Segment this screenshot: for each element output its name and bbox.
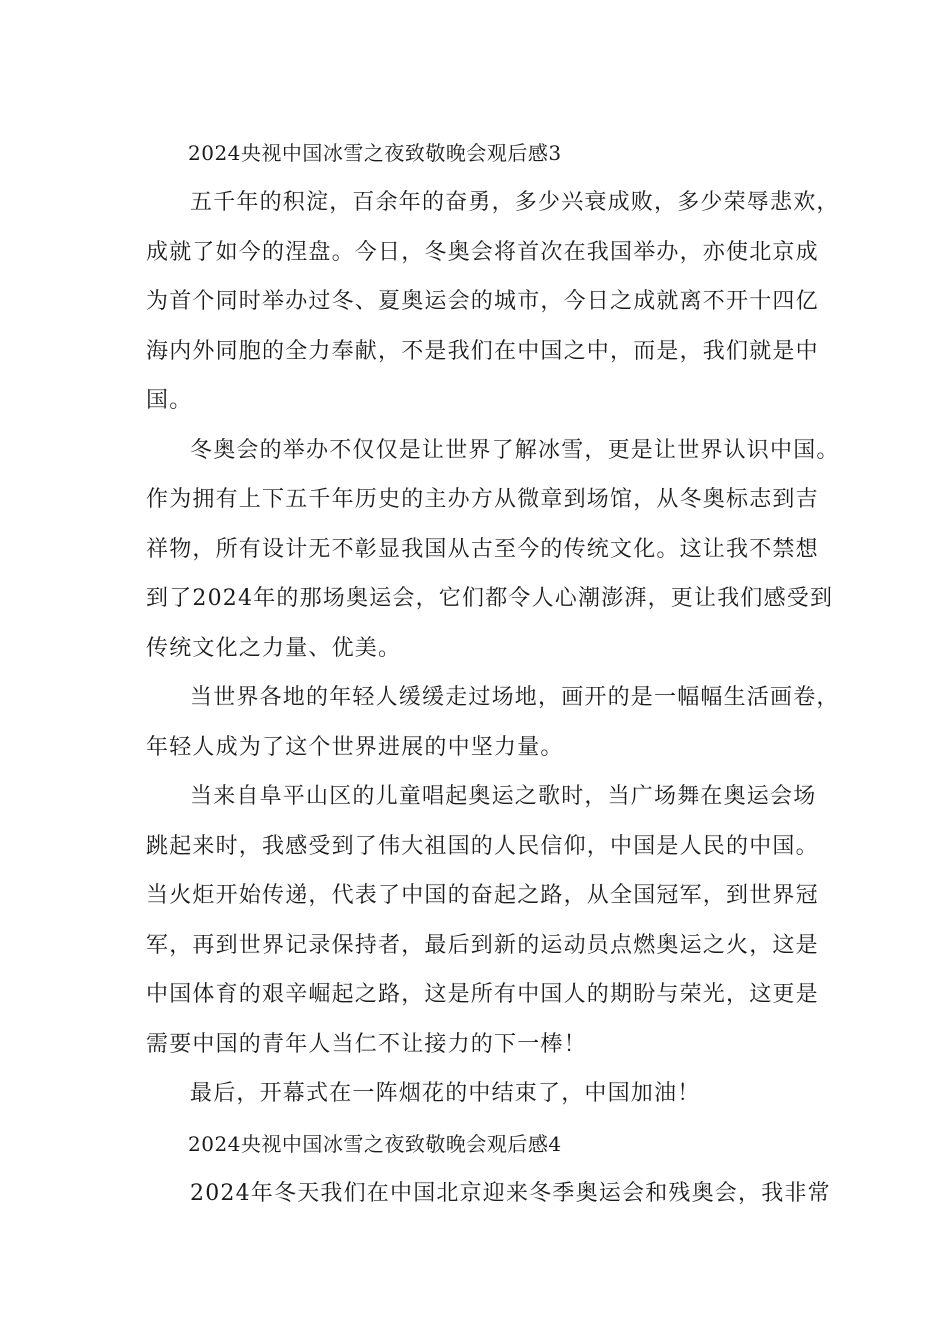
- text-line: 到了2024年的那场奥运会，它们都令人心潮澎湃，更让我们感受到: [146, 586, 834, 611]
- text-line: 当来自阜平山区的儿童唱起奥运之歌时，当广场舞在奥运会场: [190, 784, 817, 809]
- text-line: 年轻人成为了这个世界进展的中坚力量。: [146, 734, 564, 760]
- paragraph-4: [146, 772, 826, 1069]
- paragraph-5: [146, 1069, 826, 1119]
- paragraph-6: [146, 1169, 831, 1219]
- text-line: 为首个同时举办过冬、夏奥运会的城市，今日之成就离不开十四亿: [146, 289, 819, 314]
- text-line: 跳起来时，我感受到了伟大祖国的人民信仰，中国是人民的中国。: [146, 833, 819, 859]
- text-line: 中国体育的艰辛崛起之路，这是所有中国人的期盼与荣光，这更是: [146, 982, 819, 1007]
- text-line: 当世界各地的年轻人缓缓走过场地，画开的是一幅幅生活画卷，: [190, 685, 840, 710]
- section-heading-4: 2024央视中国冰雪之夜致敬晚会观后感4: [188, 1131, 562, 1156]
- section-heading-3: 2024央视中国冰雪之夜致敬晚会观后感3: [188, 141, 562, 165]
- text-line: 冬奥会的举办不仅仅是让世界了解冰雪，更是让世界认识中国。: [190, 437, 840, 463]
- text-line: 2024年冬天我们在中国北京迎来冬季奥运会和残奥会，我非常: [190, 1180, 831, 1206]
- text-line: 五千年的积淀，百余年的奋勇，多少兴衰成败，多少荣辱悲欢，: [190, 190, 840, 215]
- text-line: 军，再到世界记录保持者，最后到新的运动员点燃奥运之火，这是: [146, 932, 819, 958]
- paragraph-3: [146, 673, 840, 772]
- paragraph-2: [146, 426, 840, 674]
- text-line: 当火炬开始传递，代表了中国的奋起之路，从全国冠军，到世界冠: [146, 883, 819, 908]
- text-line: 作为拥有上下五千年历史的主办方从微章到场馆，从冬奥标志到吉: [146, 487, 819, 512]
- paragraph-1: [146, 178, 840, 426]
- document-body: [146, 128, 840, 1218]
- text-line: 国。: [146, 388, 193, 413]
- text-line: 祥物，所有设计无不彰显我国从古至今的传统文化。这让我不禁想: [146, 536, 819, 562]
- text-line: 传统文化之力量、优美。: [146, 635, 402, 661]
- text-line: 需要中国的青年人当仁不让接力的下一棒！: [146, 1031, 587, 1057]
- text-line: 最后，开幕式在一阵烟花的中结束了，中国加油！: [190, 1081, 701, 1106]
- text-line: 海内外同胞的全力奉献，不是我们在中国之中，而是，我们就是中: [146, 338, 819, 364]
- text-line: 成就了如今的涅盘。今日，冬奥会将首次在我国举办，亦使北京成: [146, 239, 819, 265]
